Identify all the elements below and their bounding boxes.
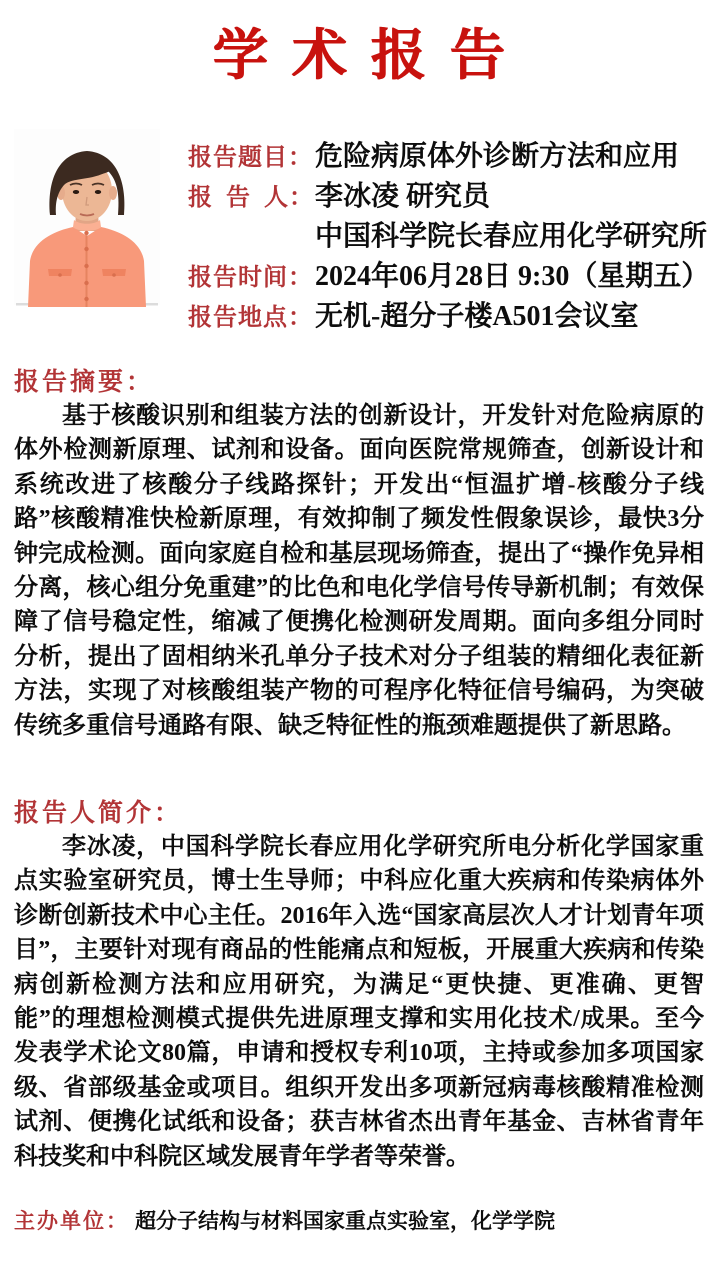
info-value-affiliation: 中国科学院长春应用化学研究所 — [315, 221, 708, 252]
info-value-place: 无机-超分子楼A501会议室 — [315, 301, 639, 332]
page-title: 学术报告 — [212, 25, 529, 86]
organizer-value: 超分子结构与材料国家重点实验室，化学学院 — [135, 1209, 555, 1233]
organizer-label: 主办单位： — [14, 1209, 129, 1233]
info-value-speaker: 李冰凌 研究员 — [315, 181, 491, 212]
info-label-topic: 报告题目： — [188, 144, 313, 171]
info-label-speaker: 报 告 人： — [188, 184, 314, 211]
info-value-time: 2024年06月28日 9:30（星期五） — [315, 261, 710, 292]
bio-paragraph: 李冰凌，中国科学院长春应用化学研究所电分析化学国家重点实验室研究员，博士生导师；中科应化重大疾病和传染病体外诊断创新技术中心主任。2016年入选“国家高层次人才计划青年项目”，主要针对现有商品的性能痛点和短板，开展重大疾病和传染病创新检测方法和应用研究，为满足“更快捷、更准确、更智能”的理想检测模式提供先进原理支撑和实用化技术/成果。至今发表学术论文80篇，申请和授权专利10项，主持或参加多项国家级、省部级基金或项目。组织开发出多项新冠病毒核酸精准检测试剂、便携化试纸和设备；获吉林省杰出青年基金、吉林省青年科技奖和中科院区域发展青年学者等荣誉。 — [14, 834, 704, 1170]
organizer-row — [14, 1205, 555, 1235]
info-label-time: 报告时间： — [188, 264, 313, 291]
info-panel — [188, 134, 709, 334]
bio-heading: 报告人简介： — [14, 800, 183, 827]
abstract-paragraph: 基于核酸识别和组装方法的创新设计，开发针对危险病原的体外检测新原理、试剂和设备。面向医院常规筛查，创新设计和系统改进了核酸分子线路探针；开发出“恒温扩增-核酸分子线路”核酸精准快检新原理，有效抑制了频发性假象误诊，最快3分钟完成检测。面向家庭自检和基层现场筛查，提出了“操作免异相分离，核心组分免重建”的比色和电化学信号传导新机制；有效保障了信号稳定性，缩减了便携化检测研发周期。面向多组分同时分析，提出了固相纳米孔单分子技术对分子组装的精细化表征新方法，实现了对核酸组装产物的可程序化特征信号编码，为突破传统多重信号通路有限、缺乏特征性的瓶颈难题提供了新思路。 — [14, 403, 704, 739]
info-value-topic: 危险病原体外诊断方法和应用 — [315, 141, 680, 172]
speaker-photo — [14, 128, 160, 308]
info-label-place: 报告地点： — [188, 304, 313, 331]
abstract-heading: 报告摘要： — [14, 369, 155, 396]
portrait-illustration — [14, 128, 160, 308]
